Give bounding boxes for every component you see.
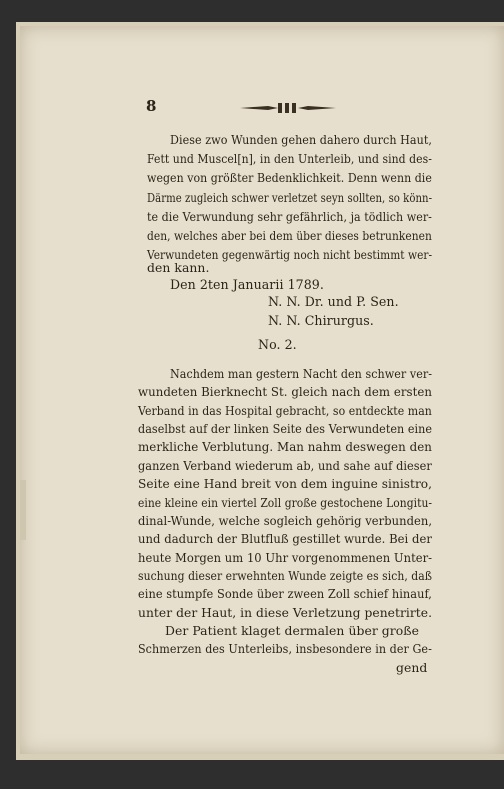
text-line: Der Patient klaget dermalen über große — [165, 623, 419, 638]
signature-surgeon: N. N. Chirurgus. — [268, 313, 374, 328]
text-line: Verwundeten gegenwärtig noch nicht bestimmt wer- — [147, 247, 433, 262]
text-line: merkliche Verblutung. Man nahm deswegen den — [138, 439, 432, 454]
text-line: den, welches aber bei dem über dieses betrunkenen — [147, 228, 432, 243]
text-line: eine kleine ein viertel Zoll große gestochene Longitu- — [138, 495, 433, 510]
ornament-icon — [238, 101, 338, 115]
text-line: Seite eine Hand breit von dem inguine sinistro, — [138, 476, 433, 491]
text-line: den kann. — [147, 260, 210, 275]
text-line: daselbst auf der linken Seite des Verwundeten eine — [138, 421, 433, 436]
text-line: suchung dieser erwehnten Wunde zeigte es sich, daß — [138, 568, 432, 583]
text-line: und dadurch der Blutfluß gestillet wurde. Bei der — [138, 531, 433, 546]
text-line: ganzen Verband wiederum ab, und sahe auf dieser — [138, 458, 432, 473]
text-line: Fett und Muscel[n], in den Unterleib, und sind des- — [147, 151, 432, 166]
text-line: wegen von größter Bedenklichkeit. Denn wenn die — [147, 170, 432, 185]
text-line: dinal-Wunde, welche sogleich gehörig verbunden, — [138, 513, 433, 528]
section-number: No. 2. — [258, 337, 297, 352]
text-line: heute Morgen um 10 Uhr vorgenommenen Unter- — [138, 550, 433, 565]
page-number: 8 — [146, 97, 157, 115]
text-line: unter der Haut, in diese Verletzung penetrirte. — [138, 605, 433, 620]
text-line: eine stumpfe Sonde über zween Zoll schief hinauf, — [138, 586, 432, 601]
text-line: Verband in das Hospital gebracht, so entdeckte man — [138, 403, 432, 418]
catchword: gend — [396, 660, 428, 675]
date-line: Den 2ten Januarii 1789. — [170, 277, 324, 292]
text-line: Nachdem man gestern Nacht den schwer ver- — [170, 366, 433, 381]
signature-doctor: N. N. Dr. und P. Sen. — [268, 294, 399, 309]
text-line: wundeten Bierknecht St. gleich nach dem ersten — [138, 384, 433, 399]
text-line: te die Verwundung sehr gefährlich, ja tödlich wer- — [147, 209, 432, 224]
text-line: Diese zwo Wunden gehen dahero durch Haut, — [170, 132, 432, 147]
text-line: Därme zugleich schwer verletzet seyn sollten, so könn- — [147, 190, 433, 205]
text-line: Schmerzen des Unterleibs, insbesondere in der Ge- — [138, 641, 432, 656]
